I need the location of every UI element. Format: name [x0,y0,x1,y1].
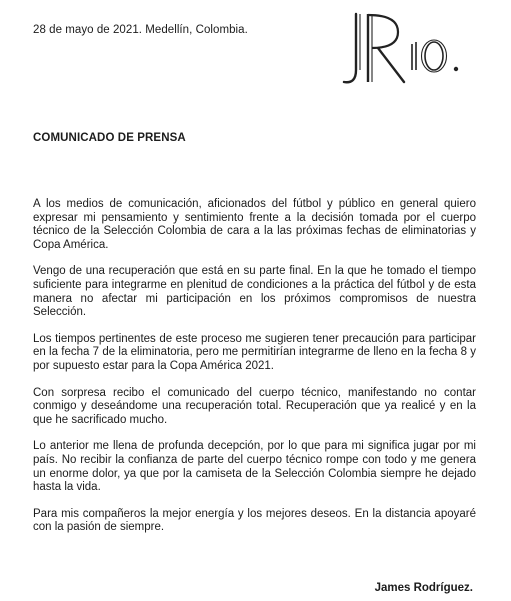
paragraph-2: Vengo de una recuperación que está en su parte final. En la que he tomado el tiempo suficiente para integrarme en plenitud de condiciones a la práctica del fútbol y de esta manera no afectar mi participación en los próximos compromisos de nuestra Selección. [33,265,476,319]
paragraph-6: Para mis compañeros la mejor energía y los mejores deseos. En la distancia apoyaré con la pasión de siempre. [33,507,476,534]
heading: COMUNICADO DE PRENSA [33,132,186,144]
signature: James Rodríguez. [374,582,473,594]
dateline: 28 de mayo de 2021. Medellín, Colombia. [33,24,248,36]
paragraph-3: Los tiempos pertinentes de este proceso me sugieren tener precaución para participar en la fecha 7 de la eliminatoria, pero me permitirían integrarme de lleno en la fecha 8 y por supuesto estar para la Copa América 2021. [33,332,476,372]
letter-body [33,198,476,548]
paragraph-4: Con sorpresa recibo el comunicado del cuerpo técnico, manifestando no contar conmigo y deseándome una recuperación total. Recuperación que ya realicé y en la que he sacrificado mucho. [33,386,476,426]
paragraph-5: Lo anterior me llena de profunda decepción, por lo que para mi significa jugar por mi país. No recibir la confianza de parte del cuerpo técnico rompe con todo y me genera un enorme dolor, ya que por la camiseta de la Selección Colombia siempre he dejado hasta la vida. [33,440,476,494]
jr10-logo [342,8,478,88]
paragraph-1: A los medios de comunicación, aficionados del fútbol y público en general quiero expresar mi pensamiento y sentimiento frente a la decisión tomada por el cuerpo técnico de la Selección Colombia de cara a la las próximas fechas de eliminatorias y Copa América. [33,198,476,251]
